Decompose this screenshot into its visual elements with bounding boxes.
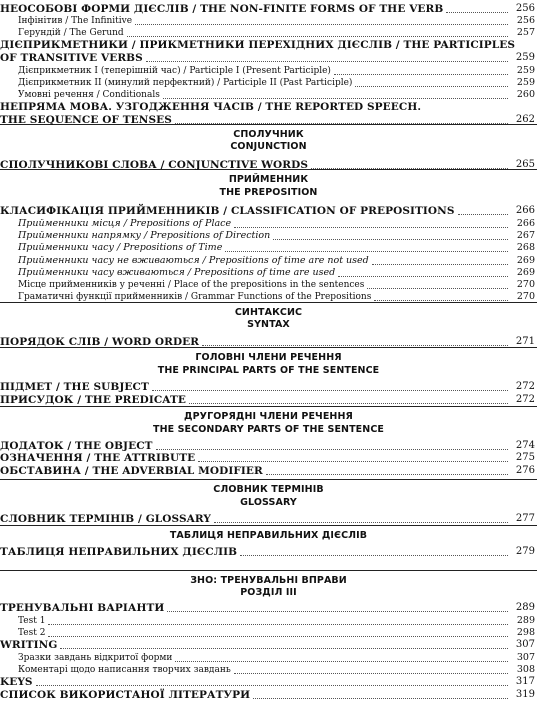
dot-leader: [240, 541, 508, 556]
toc-entry-title: ПІДМЕТ / THE SUBJECT: [0, 381, 149, 393]
toc-page-number: 257: [516, 27, 535, 38]
toc-page-number: 272: [515, 381, 535, 392]
toc-entry-title: ТРЕНУВАЛЬНІ ВАРІАНТИ: [0, 602, 165, 614]
toc-page-number: 265: [515, 159, 535, 170]
toc-entry-title: Прийменники часу вживаються / Prepositions of time are used: [18, 267, 336, 278]
toc-entry[interactable]: [0, 111, 537, 127]
toc-page-number: 269: [516, 255, 535, 266]
toc-page-number: 270: [516, 291, 535, 302]
section-heading: РОЗДІЛ III: [240, 587, 297, 598]
toc-entry-title: НЕОСОБОВІ ФОРМИ ДІЄСЛІВ / THE NON-FINITE FORMS OF THE VERB: [0, 3, 444, 15]
section-heading: SYNTAX: [247, 319, 290, 330]
toc-entry-title: КЛАСИФІКАЦІЯ ПРИЙМЕННИКІВ / CLASSIFICATION OF PREPOSITIONS: [0, 205, 455, 217]
toc-entry-title: Умовні речення / Conditionals: [18, 90, 160, 100]
toc-entry-title: ПОРЯДОК СЛІВ / WORD ORDER: [0, 336, 200, 348]
dot-leader: [127, 22, 508, 37]
toc-page-number: 289: [515, 602, 535, 613]
toc-page-number: 289: [516, 615, 535, 626]
toc-entry-title: Дієприкметник I (теперішній час) / Participle I (Present Participle): [18, 66, 331, 76]
toc-page-number: 277: [515, 513, 535, 524]
toc-entry-title: Коментарі щодо написання творчих завдань: [18, 665, 231, 675]
toc-entry-title: Герундій / The Gerund: [18, 28, 124, 38]
toc-entry-title: СПОЛУЧНИКОВІ СЛОВА / CONJUNCTIVE WORDS: [0, 159, 309, 171]
section-heading: СЛОВНИК ТЕРМІНІВ: [213, 484, 324, 495]
toc-page-number: 262: [515, 114, 535, 125]
toc-entry-title: Дієприкметник II (минулий перфектний) / Participle II (Past Participle): [18, 78, 353, 88]
toc-page-number: 268: [516, 242, 535, 253]
toc-page-number: 275: [515, 452, 535, 463]
toc-page-number: 298: [516, 627, 535, 638]
section-heading: GLOSSARY: [240, 497, 297, 508]
toc-entry[interactable]: [0, 391, 537, 407]
toc-entry-title: Зразки завдань відкритої форми: [18, 653, 173, 663]
section-heading: ДРУГОРЯДНІ ЧЛЕНИ РЕЧЕННЯ: [184, 411, 353, 422]
section-heading: ТАБЛИЦЯ НЕПРАВИЛЬНИХ ДІЄСЛІВ: [169, 530, 368, 541]
section-heading: СПОЛУЧНИК: [233, 129, 304, 140]
toc-page-number: 307: [516, 652, 535, 663]
dot-leader: [163, 84, 508, 99]
dot-leader: [175, 109, 508, 124]
toc-entry-title: WRITING: [0, 639, 58, 651]
toc-entry-title: СПИСОК ВИКОРИСТАНОЇ ЛІТЕРАТУРИ: [0, 689, 251, 701]
toc-page-number: 317: [515, 676, 535, 687]
toc-page-number: 256: [516, 15, 535, 26]
toc-page-number: 259: [515, 52, 535, 63]
toc-entry-title: Граматичні функції прийменників / Grammar Functions of the Prepositions: [18, 292, 372, 302]
section-heading: ПРИЙМЕННИК: [228, 174, 309, 185]
toc-entry-title: Місце прийменників у реченні / Place of the prepositions in the sentences: [18, 280, 365, 290]
toc-page-number: 307: [515, 639, 535, 650]
toc-page-number: 266: [516, 218, 535, 229]
toc-page-number: 266: [515, 205, 535, 216]
toc-page-number: 308: [516, 664, 535, 675]
section-heading: THE PRINCIPAL PARTS OF THE SENTENCE: [157, 365, 380, 376]
section-heading: ЗНО: ТРЕНУВАЛЬНІ ВПРАВИ: [190, 575, 347, 586]
toc-entry-title: Test 2: [18, 628, 46, 638]
toc-entry-title: Прийменники часу не вживаються / Prepositions of time are not used: [18, 255, 369, 266]
toc-page-number: 256: [515, 3, 535, 14]
dot-leader: [214, 508, 508, 523]
section-divider: [0, 570, 537, 571]
toc-entry[interactable]: [0, 156, 537, 172]
section-heading: СИНТАКСИС: [234, 307, 303, 318]
toc-entry-title: KEYS: [0, 676, 33, 688]
dot-leader: [311, 154, 508, 169]
toc-entry-title: ПРИСУДОК / THE PREDICATE: [0, 394, 186, 406]
toc-entry-title: ДІЄПРИКМЕТНИКИ / ПРИКМЕТНИКИ ПЕРЕХІДНИХ ДІЄСЛІВ / THE PARTICIPLES: [0, 39, 516, 51]
toc-entry-title: OF TRANSITIVE VERBS: [0, 52, 143, 64]
toc-entry[interactable]: [0, 543, 537, 559]
toc-entry-title: Інфінітив / The Infinitive: [18, 16, 133, 26]
toc-entry-title: ОЗНАЧЕННЯ / THE ATTRIBUTE: [0, 452, 196, 464]
toc-entry-title: Прийменники місця / Prepositions of Place: [18, 218, 232, 229]
toc-page-number: 279: [515, 546, 535, 557]
toc-entry-title: Прийменники часу / Prepositions of Time: [18, 242, 223, 253]
toc-entry[interactable]: [18, 288, 537, 304]
toc-page-number: 270: [516, 279, 535, 290]
toc-entry[interactable]: [0, 462, 537, 478]
toc-page-number: 269: [516, 267, 535, 278]
toc-entry-title: ОБСТАВИНА / THE ADVERBIAL MODIFIER: [0, 465, 263, 477]
dot-leader: [374, 286, 508, 301]
dot-leader: [266, 460, 508, 475]
toc-page-number: 274: [515, 440, 535, 451]
toc-entry[interactable]: [0, 333, 537, 349]
dot-leader: [202, 331, 508, 346]
dot-leader: [253, 684, 508, 699]
toc-page-number: 271: [515, 336, 535, 347]
toc-page-number: 319: [515, 689, 535, 700]
toc-entry-title: ДОДАТОК / THE OBJECT: [0, 440, 153, 452]
toc-page-number: 276: [515, 465, 535, 476]
section-heading: THE PREPOSITION: [219, 187, 318, 198]
toc-entry[interactable]: [0, 510, 537, 526]
toc-entry-title: THE SEQUENCE OF TENSES: [0, 114, 172, 126]
toc-page-number: 259: [516, 77, 535, 88]
toc-entry-title: ТАБЛИЦЯ НЕПРАВИЛЬНИХ ДІЄСЛІВ: [0, 546, 238, 558]
section-divider: [0, 479, 537, 480]
section-heading: ГОЛОВНІ ЧЛЕНИ РЕЧЕННЯ: [195, 352, 342, 363]
toc-page-number: 272: [515, 394, 535, 405]
dot-leader: [189, 389, 508, 404]
toc-page-number: 260: [516, 89, 535, 100]
toc-page-number: 267: [516, 230, 535, 241]
toc-entry-title: СЛОВНИК ТЕРМІНІВ / GLOSSARY: [0, 513, 211, 525]
toc-entry-title: НЕПРЯМА МОВА. УЗГОДЖЕННЯ ЧАСІВ / THE REPORTED SPEECH.: [0, 101, 422, 113]
section-heading: THE SECONDARY PARTS OF THE SENTENCE: [152, 424, 384, 435]
toc-entry-title: Прийменники напрямку / Prepositions of Direction: [18, 230, 271, 241]
toc-page-number: 259: [516, 65, 535, 76]
section-heading: CONJUNCTION: [230, 141, 307, 152]
toc-entry-title: Test 1: [18, 616, 46, 626]
